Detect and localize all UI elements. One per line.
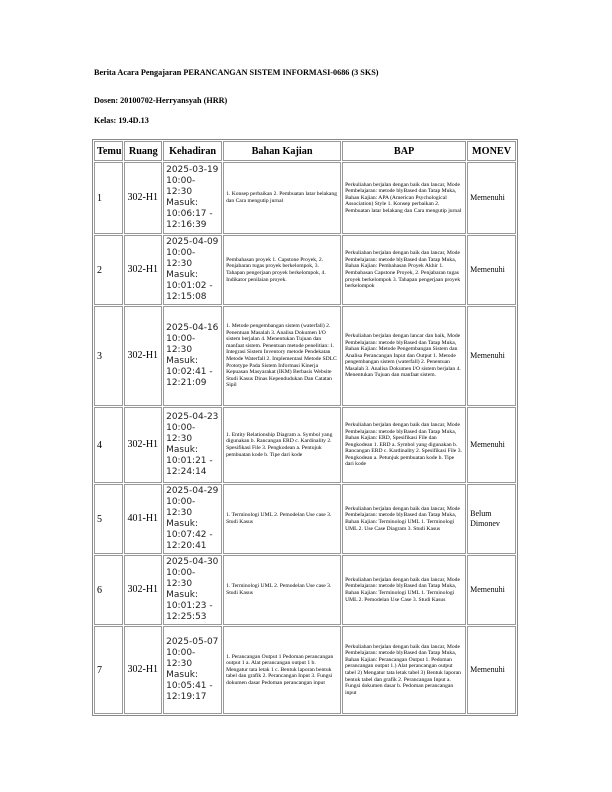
att-masuk-label: Masuk: [166,270,199,280]
table-header-row [94,141,516,161]
att-time: 10:00-12:30 [166,497,196,518]
att-masuk-label: Masuk: [166,519,199,529]
cell-ruang: 302-H1 [124,555,162,625]
col-header-bap: BAP [342,141,466,161]
cell-bap: Perkuliahan berjalan dengan baik dan lancar, Mode Pembelajaran: metode blyBased dan Tatap Muka, Bahan Kajian: Perancangan Output 1. Pedoman perancangan output 1.) Alat perancangan output tabel 2) Mengatur tata letak tabel 3) Bentuk laporan bentuk tabel dan grafik 2. Perancangan Input a. Fungsi dokumen dasar b. Pedoman perancangan input [342,626,466,714]
att-masuk-label: Masuk: [166,590,199,600]
cell-kehadiran [163,235,222,305]
col-header-monev: MONEV [467,141,516,161]
cell-monev: Memenuhi [467,626,516,714]
att-date: 2025-04-09 [166,237,219,247]
att-time: 10:00-12:30 [166,423,196,444]
cell-monev: Memenuhi [467,555,516,625]
col-header-temu: Temu [94,141,123,161]
table-row [94,555,516,625]
cell-kehadiran [163,407,222,483]
cell-temu: 7 [94,626,123,714]
document-title: Berita Acara Pengajaran PERANCANGAN SISTEM INFORMASI-0686 (3 SKS) [94,68,379,77]
cell-ruang: 302-H1 [124,235,162,305]
cell-ruang: 302-H1 [124,407,162,483]
cell-temu: 1 [94,162,123,234]
att-range: 10:06:17 - 12:16:39 [166,209,213,230]
att-date: 2025-05-07 [166,637,219,647]
lecturer-line: Dosen: 20100702-Herryansyah (HRR) [94,96,228,105]
cell-kehadiran [163,555,222,625]
col-header-bahan-kajian: Bahan Kajian [223,141,341,161]
cell-kehadiran [163,162,222,234]
cell-temu: 2 [94,235,123,305]
att-date: 2025-04-30 [166,557,219,567]
cell-monev: Memenuhi [467,407,516,483]
col-header-ruang: Ruang [124,141,162,161]
att-masuk-label: Masuk: [166,445,199,455]
cell-bap: Perkuliahan berjalan dengan baik dan lancar, Mode Pembelajaran: metode blyBased dan Tatap Muka, Bahan Kajian: Terminologi UML 1. Terminologi UML 2. Use Case Diagram 3. Studi Kasus [342,484,466,554]
att-date: 2025-04-23 [166,412,219,422]
att-masuk-label: Masuk: [166,356,199,366]
att-masuk-label: Masuk: [166,198,199,208]
cell-bap: Perkuliahan berjalan dengan baik dan lancar, Mode Pembelajaran: metode blyBased dan Tatap Muka, Bahan Kajian: Pembahasan Proyek Akhir 1. Pembahasan Capstone Proyek, 2. Penjabaran tugas proyek berkelompok 3. Tahapan pengerjaan proyek berkelompok [342,235,466,305]
att-range: 10:02:41 - 12:21:09 [166,367,213,388]
table-row [94,235,516,305]
cell-bap: Perkuliahan berjalan dengan baik dan lancar, Mode Pembelajaran: metode blyBased dan Tatap Muka, Bahan Kajian: APA (American Psychological Association) Style 1. Konsep perbaikan 2. Pembuatan latar belakang dan Cara mengutip jurnal [342,162,466,234]
cell-monev: Memenuhi [467,162,516,234]
table-row [94,306,516,406]
cell-bahan-kajian: 1. Terminologi UML 2. Pemodelan Use case 3. Studi Kasus [223,484,341,554]
att-time: 10:00-12:30 [166,648,196,669]
table-row [94,484,516,554]
cell-bap: Perkuliahan berjalan dengan lancar dan baik, Mode Pembelajaran: metode blyBased dan Tatap Muka, Bahan Kajian: Metode Pengembangan Sistem dan Analisa Perancangan Input dan Output 1. Metode pengembangan sistem (waterfall) 2. Penentuan Masalah 3. Analisa Dokumen I/O sistem berjalan 4. Menentukan Tujuan dan manfaat sistem. [342,306,466,406]
cell-temu: 4 [94,407,123,483]
cell-bahan-kajian: 1. Terminologi UML 2. Pemodelan Use case 3. Studi Kasus [223,555,341,625]
att-date: 2025-04-16 [166,323,219,333]
cell-bahan-kajian: 1. Entity Relationship Diagram a. Symbol yang digunakan b. Rancangan ERD c. Kardinality 2. Spesifikasi File 3. Pengkodean a. Pentujuk pembuatan kode b. Tipe dari kode [223,407,341,483]
att-range: 10:01:02 - 12:15:08 [166,281,213,302]
col-header-kehadiran: Kehadiran [163,141,222,161]
cell-temu: 5 [94,484,123,554]
cell-ruang: 302-H1 [124,306,162,406]
cell-temu: 6 [94,555,123,625]
cell-bap: Perkuliahan berjalan dengan baik dan lancar, Mode Pembelajaran: metode blyBased dan Tatap Muka, Bahan Kajian: Terminologi UML 1. Terminologi UML 2. Pemodelan Use Case 3. Studi Kasus [342,555,466,625]
cell-ruang: 401-H1 [124,484,162,554]
class-line: Kelas: 19.4D.13 [94,116,149,125]
att-range: 10:01:21 - 12:24:14 [166,456,213,477]
cell-monev: Memenuhi [467,306,516,406]
table-row [94,407,516,483]
att-time: 10:00-12:30 [166,176,196,197]
att-date: 2025-03-19 [166,165,219,175]
cell-kehadiran [163,626,222,714]
att-time: 10:00-12:30 [166,568,196,589]
table-row [94,626,516,714]
att-range: 10:01:23 - 12:25:53 [166,601,213,622]
cell-ruang: 302-H1 [124,162,162,234]
att-masuk-label: Masuk: [166,670,199,680]
cell-bahan-kajian: 1. Konsep perbaikan 2. Pembuatan latar belakang dan Cara mengutip jurnal [223,162,341,234]
cell-bahan-kajian: 1. Perancangan Output 1 Pedoman perancangan output 1 a. Alat perancangan output 1 b. Mengatur tata letak 1 c. Bentuk laporan bentuk tabel dan grafik 2. Perancangan Input 3. Fungsi dokumen dasar Pedoman perancangan input [223,626,341,714]
cell-monev: Belum Dimonev [467,484,516,554]
att-time: 10:00-12:30 [166,248,196,269]
cell-bahan-kajian: 1. Metode pengembangan sistem (waterfall) 2. Penentuan Masalah 3. Analisa Dokumen I/O sistem berjalan 4. Menentukan Tujuan dan manfaat sistem. Penentuan metode penelitian: 1. Integrasi Sistem Inventory metode Pendekatan Metode Waterfall 2. Implementasi Metode SDLC Prototype Pada Sistem Informasi Kinerja Kepuasan Masyarakat (IKM) Berbasis Website Studi Kasus Dinas Kependudukan Dan Catatan Sipil [223,306,341,406]
cell-ruang: 302-H1 [124,626,162,714]
cell-temu: 3 [94,306,123,406]
attendance-table [92,139,518,716]
att-range: 10:05:41 - 12:19:17 [166,681,213,702]
cell-monev: Memenuhi [467,235,516,305]
cell-kehadiran [163,306,222,406]
table-row [94,162,516,234]
att-range: 10:07:42 - 12:20:41 [166,530,213,551]
cell-bahan-kajian: Pembahasan proyek 1. Capstone Proyek, 2. Penjabaran tugas proyek berkelompok, 3. Tahapan pengerjaan proyek berkelompok, 4. Indikator penilaian proyek. [223,235,341,305]
att-date: 2025-04-29 [166,486,219,496]
cell-bap: Perkuliahan berjalan dengan baik dan lancar, Mode Pembelajaran: metode blyBased dan Tatap Muka, Bahan Kajian: ERD, Spesifikasi File dan Pengkodean 1. ERD a. Symbol yang digunakan b. Rancangan ERD c. Kardinality 2. Spesifikasi File 3. Pengkodean a. Petunjuk pembuatan kode b. Tipe dari kode [342,407,466,483]
att-time: 10:00-12:30 [166,334,196,355]
cell-kehadiran [163,484,222,554]
